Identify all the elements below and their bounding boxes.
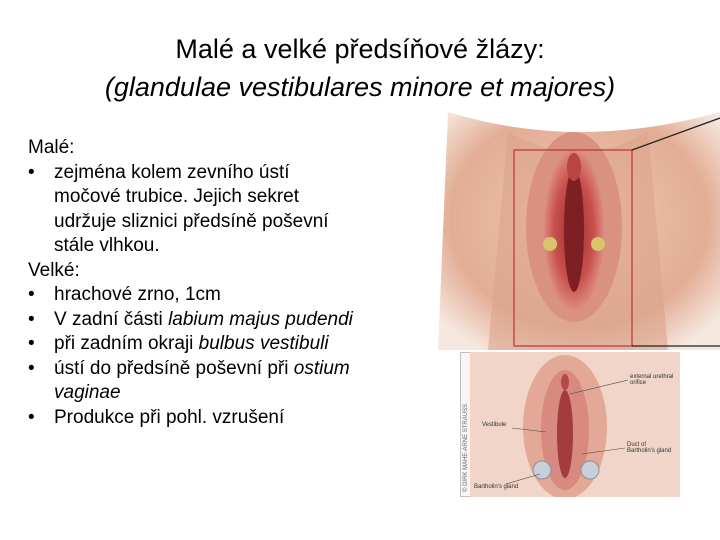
bullet-item [28,357,448,406]
bullet-text: hrachové zrno, 1cm [54,284,221,305]
bullet-line: močové trubice. Jejich sekret [54,186,299,207]
bullet-marker: • [28,357,35,379]
bartholin-gland-right [591,237,605,251]
title-line-2: (glandulae vestibulares minore et majores) [104,72,616,102]
label-external-urethral-orifice: external urethral orifice [630,374,674,386]
bullet-item [28,332,448,357]
bullet-line: zejména kolem zevního ústí [54,161,290,183]
bullet-marker: • [28,308,35,330]
bullet-item [28,161,448,259]
bullet-marker: • [28,333,35,354]
bullet-text: V zadní části [54,308,169,330]
label-bartholins-gland: Bartholin's gland [474,484,519,490]
latin-term: labium majus pudendi [168,308,353,330]
bullet-line: stále vlhkou. [54,235,160,256]
bullet-marker: • [28,284,35,305]
labeled-diagram [460,352,680,497]
label-duct-of-bartholins-gland: Duct of Bartholin's gland [627,442,672,454]
bullet-item [28,283,448,308]
bullet-line: udržuje sliznici předsíně poševní [54,210,329,232]
bullet-item [28,308,448,333]
velke-heading: Velké: [28,259,80,281]
label-vestibule: Vestibule [482,422,507,428]
title-line-1: Malé a velké předsíňové žlázy: [175,34,545,64]
watermark: © DIRK MAHE-ARNE STRAUSS [463,403,469,492]
latin-term: ostium [293,357,350,379]
bartholin-gland-left [543,237,557,251]
latin-term: bulbus vestibuli [198,333,329,354]
slide-title [0,30,720,106]
body-text [28,136,448,430]
bullet-text: při zadním okraji [54,333,199,354]
anatomy-photo [438,112,720,350]
latin-term: vaginae [54,382,121,403]
male-heading: Malé: [28,137,75,158]
bullet-marker: • [28,406,35,428]
bullet-item [28,406,448,431]
bullet-marker: • [28,161,35,183]
bullet-text: Produkce při pohl. vzrušení [54,406,285,428]
bullet-text: ústí do předsíně poševní při [54,357,294,379]
